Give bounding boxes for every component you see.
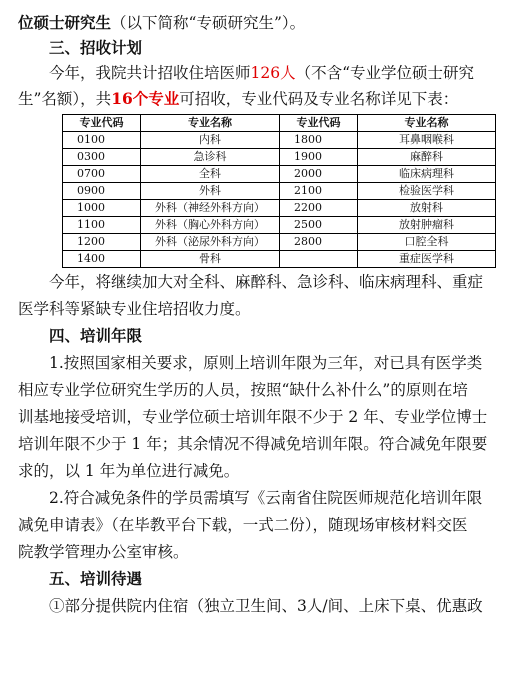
table-cell: 骨科 bbox=[141, 251, 280, 268]
table-cell: 0900 bbox=[63, 183, 141, 200]
enrollment-text-part1: 今年，我院共计招收住培医师 bbox=[49, 64, 251, 82]
enrollment-paragraph-line2 bbox=[18, 88, 509, 110]
table-row bbox=[63, 166, 496, 183]
header-name-1: 专业名称 bbox=[141, 115, 280, 132]
duration-p1-line3: 训基地接受培训，专业学位硕士培训年限不少于 2 年、专业学位博士 bbox=[18, 408, 488, 426]
duration-p2-line2: 减免申请表》（在毕教平台下载，一式二份），随现场审核材料交医 bbox=[18, 516, 468, 534]
header-code-2: 专业代码 bbox=[279, 115, 357, 132]
table-cell: 1800 bbox=[279, 132, 357, 149]
table-cell: 检验医学科 bbox=[358, 183, 496, 200]
table-cell: 全科 bbox=[141, 166, 280, 183]
table-cell: 急诊科 bbox=[141, 149, 280, 166]
duration-p2-line1: 2.符合减免条件的学员需填写《云南省住院医师规范化培训年限 bbox=[49, 489, 483, 507]
duration-p2-line3: 院教学管理办公室审核。 bbox=[18, 543, 189, 561]
table-cell: 1400 bbox=[63, 251, 141, 268]
table-cell: 外科（神经外科方向） bbox=[141, 200, 280, 217]
table-cell: 0100 bbox=[63, 132, 141, 149]
table-cell bbox=[279, 251, 357, 268]
intro-line bbox=[18, 12, 509, 34]
table-cell: 内科 bbox=[141, 132, 280, 149]
table-cell: 2100 bbox=[279, 183, 357, 200]
duration-p1-line1: 1.按照国家相关要求，原则上培训年限为三年，对已具有医学类 bbox=[49, 354, 483, 372]
document-page bbox=[0, 12, 523, 685]
header-name-2: 专业名称 bbox=[358, 115, 496, 132]
table-cell: 临床病理科 bbox=[358, 166, 496, 183]
table-cell: 0300 bbox=[63, 149, 141, 166]
table-cell: 1100 bbox=[63, 217, 141, 234]
section-heading-benefits: 五、培训待遇 bbox=[49, 570, 143, 588]
section-heading-enrollment: 三、招收计划 bbox=[49, 39, 143, 57]
table-cell: 口腔全科 bbox=[358, 234, 496, 251]
table-cell: 外科 bbox=[141, 183, 280, 200]
table-row bbox=[63, 149, 496, 166]
enrollment-paragraph-line1 bbox=[18, 63, 509, 84]
majors-table bbox=[62, 114, 496, 268]
table-cell: 1000 bbox=[63, 200, 141, 217]
table-cell: 1200 bbox=[63, 234, 141, 251]
benefits-p1-line1: ①部分提供院内住宿（独立卫生间、3人/间、上床下桌、优惠政 bbox=[49, 597, 483, 615]
table-row bbox=[63, 251, 496, 268]
duration-p1-line4: 培训年限不少于 1 年；其余情况不得减免培训年限。符合减免年限要 bbox=[18, 435, 488, 453]
table-row bbox=[63, 200, 496, 217]
shortage-paragraph-line2: 医学科等紧缺专业住培招收力度。 bbox=[18, 300, 251, 318]
table-cell: 2500 bbox=[279, 217, 357, 234]
header-code-1: 专业代码 bbox=[63, 115, 141, 132]
intro-bold-text: 位硕士研究生 bbox=[18, 13, 112, 32]
duration-p1-line2: 相应专业学位研究生学历的人员，按照“缺什么补什么”的原则在培 bbox=[18, 381, 468, 399]
majors-table-header bbox=[63, 115, 496, 132]
majors-count: 16个专业 bbox=[111, 89, 180, 108]
table-row bbox=[63, 217, 496, 234]
table-cell: 2200 bbox=[279, 200, 357, 217]
table-cell: 0700 bbox=[63, 166, 141, 183]
table-cell: 2000 bbox=[279, 166, 357, 183]
duration-p1-line5: 求的，以 1 年为单位进行减免。 bbox=[18, 462, 240, 480]
table-cell: 麻醉科 bbox=[358, 149, 496, 166]
table-cell: 2800 bbox=[279, 234, 357, 251]
table-cell: 放射科 bbox=[358, 200, 496, 217]
enrollment-text-line2-end: 可招收，专业代码及专业名称详见下表： bbox=[179, 90, 459, 108]
table-cell: 外科（胸心外科方向） bbox=[141, 217, 280, 234]
table-row bbox=[63, 234, 496, 251]
table-row bbox=[63, 132, 496, 149]
intro-rest-text: （以下简称“专硕研究生”）。 bbox=[111, 14, 306, 32]
table-cell: 耳鼻咽喉科 bbox=[358, 132, 496, 149]
table-row bbox=[63, 183, 496, 200]
table-cell: 外科（泌尿外科方向） bbox=[141, 234, 280, 251]
shortage-paragraph-line1: 今年，将继续加大对全科、麻醉科、急诊科、临床病理科、重症 bbox=[49, 273, 484, 291]
table-cell: 放射肿瘤科 bbox=[358, 217, 496, 234]
table-cell: 1900 bbox=[279, 149, 357, 166]
enrollment-text-line2-start: 生”名额），共 bbox=[18, 90, 112, 108]
section-heading-duration: 四、培训年限 bbox=[49, 327, 143, 345]
enrollment-text-part2: （不含“专业学位硕士研究 bbox=[295, 64, 475, 82]
table-cell: 重症医学科 bbox=[358, 251, 496, 268]
enrollment-count: 126人 bbox=[250, 64, 296, 82]
